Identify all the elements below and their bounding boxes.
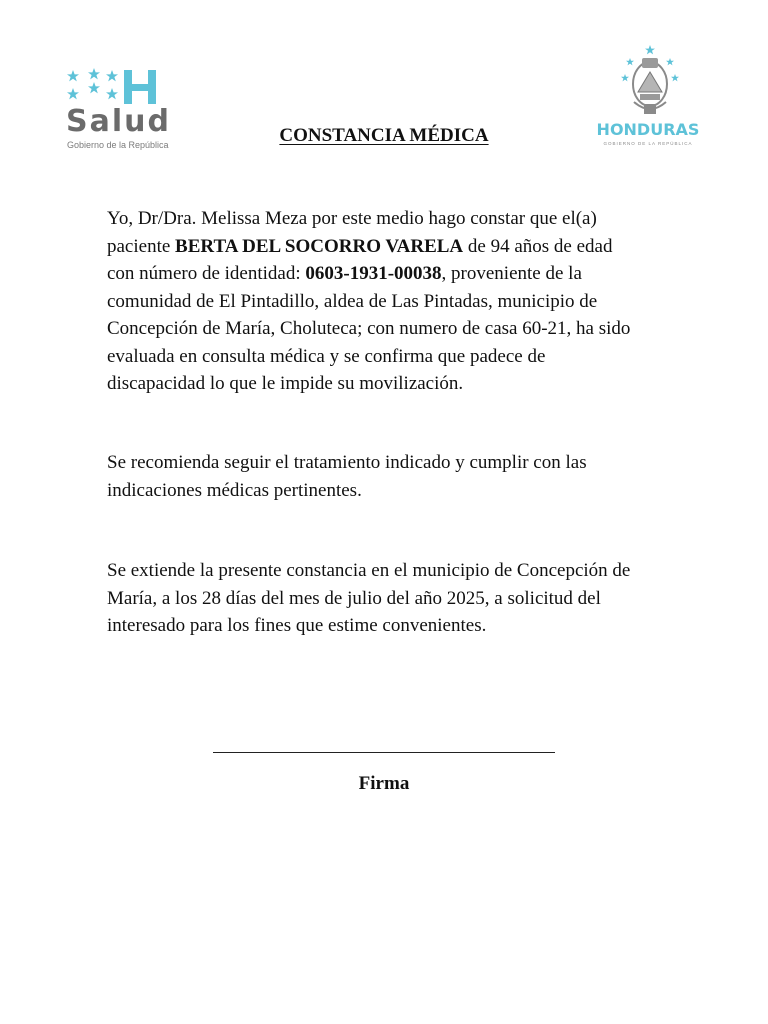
text-fragment: paciente (107, 235, 176, 257)
text-line (107, 260, 667, 288)
text-line: discapacidad lo que le impide su movilización. (107, 373, 464, 394)
text-fragment: , proveniente de la (441, 263, 582, 284)
salud-wordmark: Salud (66, 104, 171, 139)
paragraph-recommendation (107, 449, 667, 504)
text-fragment: de 94 años de edad (463, 235, 613, 257)
text-line: indicaciones médicas pertinentes. (107, 479, 362, 501)
text-line: Yo, Dr/Dra. Melissa Meza por este medio hago constar que el(a) (107, 208, 597, 229)
paragraph-certification (107, 205, 667, 398)
text-line: María, a los 28 días del mes de julio del año 2025, a solicitud del (107, 587, 601, 609)
salud-subtitle: Gobierno de la República (67, 140, 169, 150)
text-line (107, 233, 667, 261)
patient-name: BERTA DEL SOCORRO VARELA (175, 235, 464, 257)
paragraph-issuance (107, 557, 667, 640)
text-line: comunidad de El Pintadillo, aldea de Las Pintadas, municipio de (107, 290, 598, 312)
text-line: Concepción de María, Choluteca; con numero de casa 60-21, ha sido (107, 318, 631, 339)
signature-line (213, 752, 555, 753)
honduras-subtitle: GOBIERNO DE LA REPÚBLICA (603, 141, 693, 146)
document-title: CONSTANCIA MÉDICA (279, 125, 489, 146)
text-line: Se recomienda seguir el tratamiento indicado y cumplir con las (107, 452, 587, 473)
text-line: interesado para los fines que estime convenientes. (107, 615, 487, 636)
text-fragment: con número de identidad: (107, 263, 306, 284)
h-letter-icon (120, 62, 160, 106)
text-line: Se extiende la presente constancia en el municipio de Concepción de (107, 560, 631, 581)
signature-label: Firma (358, 773, 410, 794)
text-line: evaluada en consulta médica y se confirma que padece de (107, 345, 546, 367)
identity-number: 0603-1931-00038 (305, 263, 442, 284)
coat-of-arms-icon (620, 44, 680, 122)
honduras-wordmark: HONDURAS (596, 120, 700, 139)
